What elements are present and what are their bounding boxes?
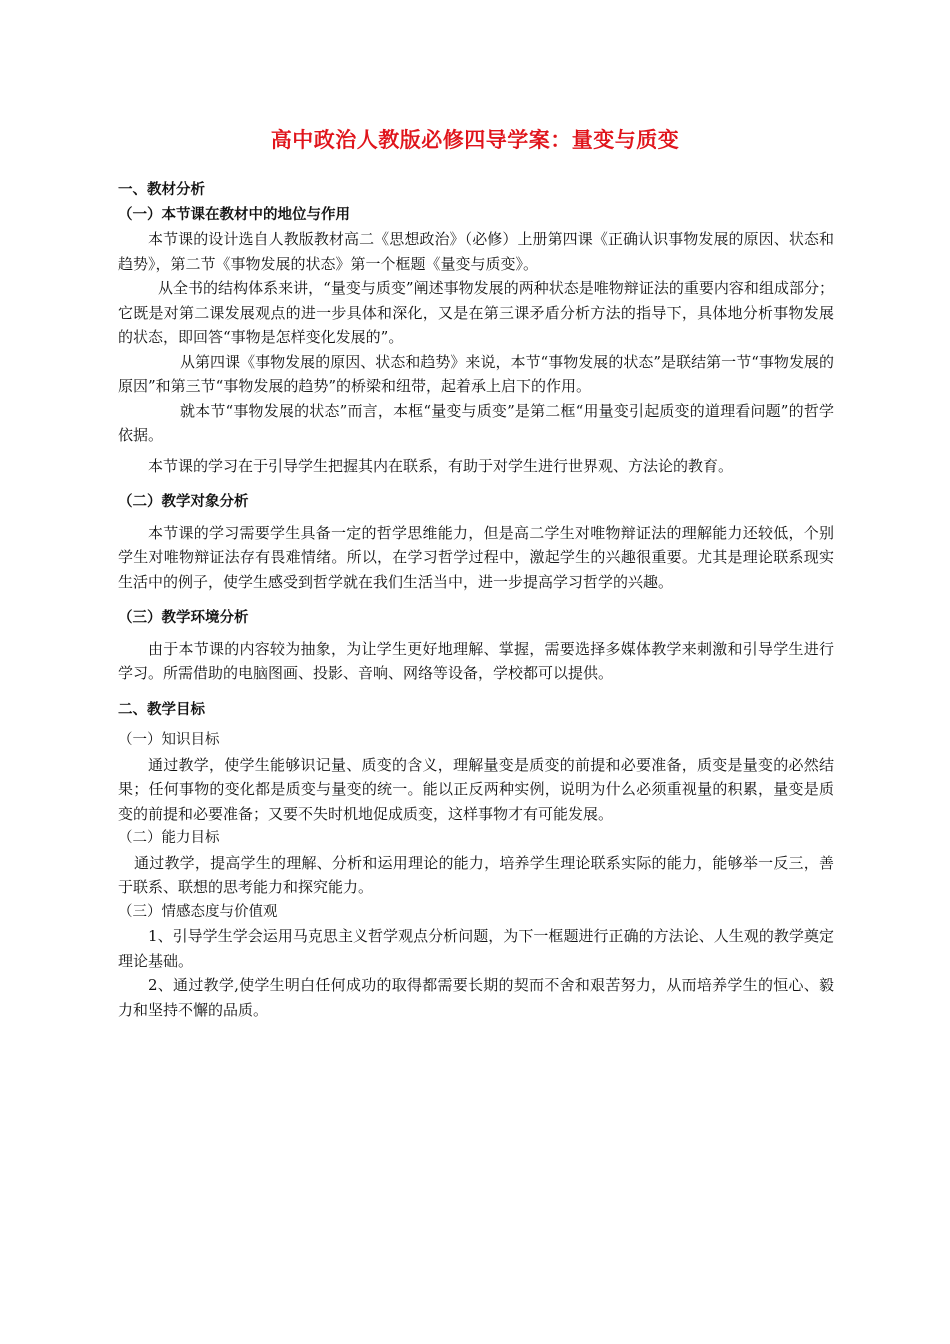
- paragraph: 通过教学，提高学生的理解、分析和运用理论的能力，培养学生理论联系实际的能力，能够举一反三，善于联系、联想的思考能力和探究能力。: [118, 853, 834, 896]
- paragraph: 从第四课《事物发展的原因、状态和趋势》来说，本节“事物发展的状态”是联结第一节“事物发展的原因”和第三节“事物发展的趋势”的桥梁和纽带，起着承上启下的作用。: [118, 352, 834, 395]
- paragraph: 本节课的学习在于引导学生把握其内在联系，有助于对学生进行世界观、方法论的教育。: [148, 456, 734, 475]
- paragraph: 本节课的学习需要学生具备一定的哲学思维能力，但是高二学生对唯物辩证法的理解能力还较低，个别学生对唯物辩证法存有畏难情绪。所以，在学习哲学过程中，激起学生的兴趣很重要。尤其是理论联系现实生活中的例子，使学生感受到哲学就在我们生活当中，进一步提高学习哲学的兴趣。: [118, 523, 834, 591]
- paragraph: 2、通过教学,使学生明白任何成功的取得都需要长期的契而不舍和艰苦努力，从而培养学生的恒心、毅力和坚持不懈的品质。: [118, 976, 834, 1019]
- subheading-knowledge-goal: （一）知识目标: [118, 732, 220, 748]
- paragraph: 由于本节课的内容较为抽象，为让学生更好地理解、掌握，需要选择多媒体教学来刺激和引导学生进行学习。所需借助的电脑图画、投影、音响、网络等设备，学校都可以提供。: [118, 639, 834, 682]
- document-body: [118, 178, 834, 1022]
- subheading-ability-goal: （二）能力目标: [118, 830, 220, 846]
- paragraph: 1、引导学生学会运用马克思主义哲学观点分析问题，为下一框题进行正确的方法论、人生观的教学奠定理论基础。: [118, 927, 834, 970]
- paragraph: 本节课的设计选自人教版教材高二《思想政治》（必修）上册第四课《正确认识事物发展的原因、状态和趋势》，第二节《事物发展的状态》第一个框题《量变与质变》。: [118, 230, 834, 273]
- section-heading-objectives: 二、教学目标: [118, 701, 205, 718]
- paragraph: 从全书的结构体系来讲，“量变与质变”阐述事物发展的两种状态是唯物辩证法的重要内容和组成部分；它既是对第二课发展观点的进一步具体和深化，又是在第三课矛盾分析方法的指导下，具体地分析事物发展的状态，即回答“事物是怎样变化发展的”。: [118, 279, 834, 346]
- subheading-position-role: （一）本节课在教材中的地位与作用: [118, 206, 350, 223]
- subheading-learner-analysis: （二）教学对象分析: [118, 494, 249, 510]
- document-title: 高中政治人教版必修四导学案：量变与质变: [270, 128, 680, 152]
- paragraph: 通过教学，使学生能够识记量、质变的含义，理解量变是质变的前提和必要准备，质变是量变的必然结果；任何事物的变化都是质变与量变的统一。能以正反两种实例，说明为什么必须重视量的积累，量变是质变的前提和必要准备；又要不失时机地促成质变，这样事物才有可能发展。: [118, 755, 834, 823]
- subheading-attitude-values: （三）情感态度与价值观: [118, 903, 278, 920]
- subheading-environment-analysis: （三）教学环境分析: [118, 610, 249, 626]
- section-heading-analysis: 一、教材分析: [118, 182, 205, 198]
- paragraph: 就本节“事物发展的状态”而言，本框“量变与质变”是第二框“用量变引起质变的道理看问题”的哲学依据。: [118, 401, 834, 444]
